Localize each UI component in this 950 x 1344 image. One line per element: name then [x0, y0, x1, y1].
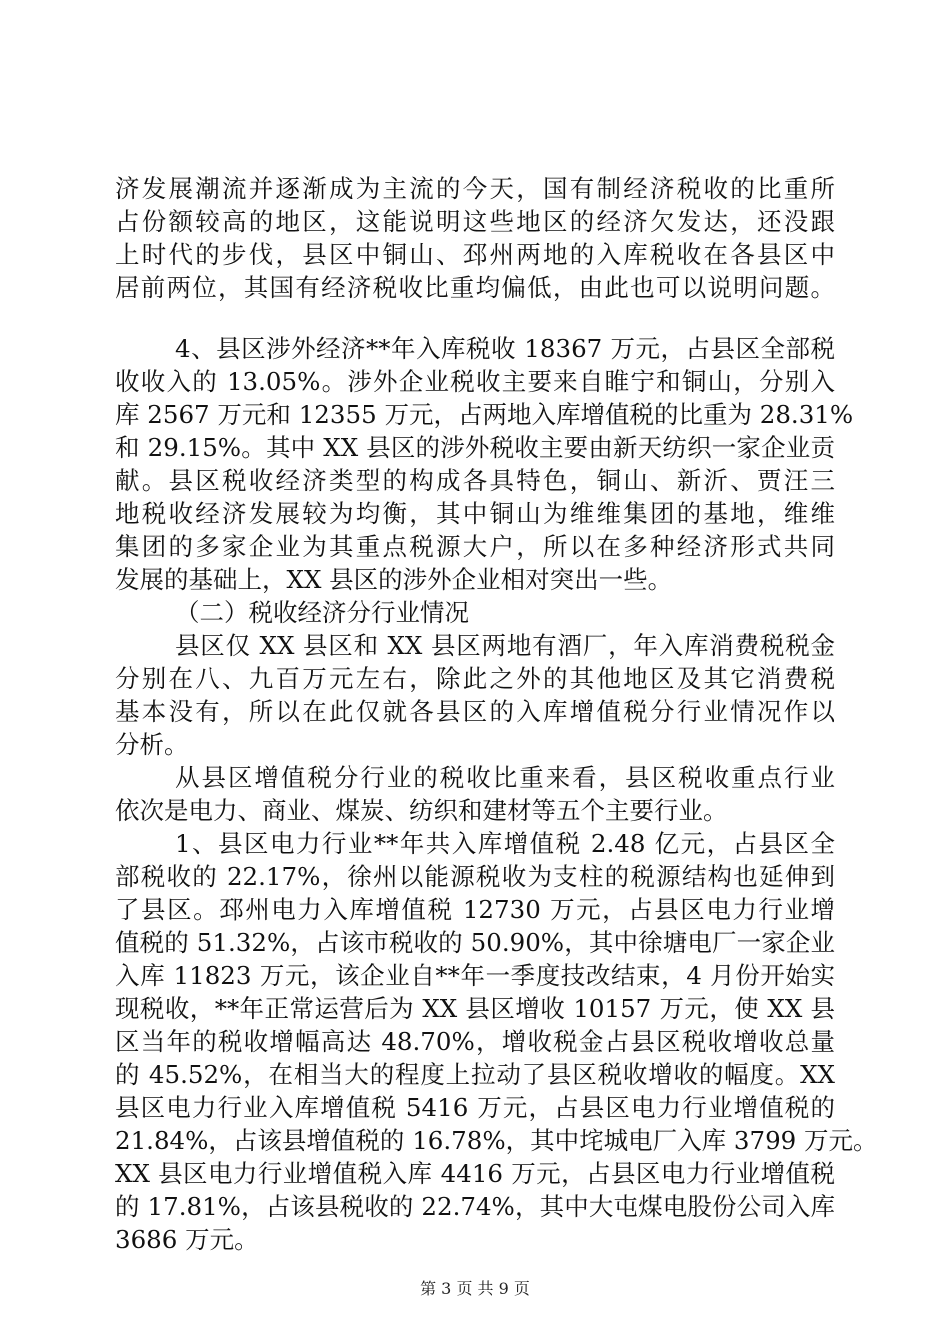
text-line: 现税收，**年正常运营后为 XX 县区增收 10157 万元，使 XX 县: [115, 994, 835, 1023]
text-line: 县区仅 XX 县区和 XX 县区两地有酒厂，年入库消费税税金: [175, 631, 835, 660]
text-line: 的 17.81%，占该县税收的 22.74%，其中大屯煤电股份公司入库: [115, 1192, 835, 1221]
text-line: 济发展潮流并逐渐成为主流的今天，国有制经济税收的比重所: [115, 174, 835, 203]
text-line: 4、县区涉外经济**年入库税收 18367 万元，占县区全部税: [175, 334, 835, 363]
text-line: 21.84%，占该县增值税的 16.78%，其中垞城电厂入库 3799 万元。: [115, 1126, 878, 1155]
text-line: 分别在八、九百万元左右，除此之外的其他地区及其它消费税: [115, 664, 835, 693]
paragraph-liquor: [115, 629, 835, 761]
text-line: XX 县区电力行业增值税入库 4416 万元，占县区电力行业增值税: [115, 1159, 835, 1188]
text-line: 居前两位，其国有经济税收比重均偏低，由此也可以说明问题。: [115, 273, 835, 302]
text-line: 占份额较高的地区，这能说明这些地区的经济欠发达，还没跟: [115, 207, 835, 236]
text-line: 和 29.15%。其中 XX 县区的涉外税收主要由新天纺织一家企业贡: [115, 433, 835, 462]
text-line: 收收入的 13.05%。涉外企业税收主要来自睢宁和铜山，分别入: [115, 367, 835, 396]
text-line: 区当年的税收增幅高达 48.70%，增收税金占县区税收增收总量: [115, 1027, 835, 1056]
text-line: 入库 11823 万元，该企业自**年一季度技改结束，4 月份开始实: [115, 961, 835, 990]
section-heading: （二）税收经济分行业情况: [175, 598, 469, 627]
document-body: [115, 172, 878, 1256]
text-line: 从县区增值税分行业的税收比重来看，县区税收重点行业: [175, 763, 835, 792]
text-line: 上时代的步伐，县区中铜山、邳州两地的入库税收在各县区中: [115, 240, 835, 269]
text-line: 集团的多家企业为其重点税源大户，所以在多种经济形式共同: [115, 532, 835, 561]
text-line: 1、县区电力行业**年共入库增值税 2.48 亿元，占县区全: [175, 829, 835, 858]
text-line: 献。县区税收经济类型的构成各具特色，铜山、新沂、贾汪三: [115, 466, 835, 495]
paragraph-foreign-economy: [115, 332, 854, 596]
page-number: 第 3 页 共 9 页: [420, 1279, 530, 1298]
text-line: 的 45.52%，在相当大的程度上拉动了县区税收增收的幅度。XX: [115, 1060, 835, 1089]
text-line: 了县区。邳州电力入库增值税 12730 万元，占县区电力行业增: [115, 895, 835, 924]
text-line: 分析。: [115, 730, 189, 759]
paragraph-gap: [115, 304, 835, 332]
text-line: 3686 万元。: [115, 1225, 259, 1254]
text-line: 部税收的 22.17%，徐州以能源税收为支柱的税源结构也延伸到: [115, 862, 835, 891]
paragraph-power-industry: [115, 827, 878, 1256]
text-line: 库 2567 万元和 12355 万元，占两地入库增值税的比重为 28.31%: [115, 400, 854, 429]
text-line: 发展的基础上，XX 县区的涉外企业相对突出一些。: [115, 565, 673, 594]
paragraph-key-industries: [115, 761, 835, 827]
text-line: 基本没有，所以在此仅就各县区的入库增值税分行业情况作以: [115, 697, 835, 726]
paragraph-continuation: [115, 172, 835, 304]
text-line: 县区电力行业入库增值税 5416 万元，占县区电力行业增值税的: [115, 1093, 835, 1122]
text-line: 值税的 51.32%，占该市税收的 50.90%，其中徐塘电厂一家企业: [115, 928, 835, 957]
text-line: 依次是电力、商业、煤炭、纺织和建材等五个主要行业。: [115, 796, 728, 825]
text-line: 地税收经济发展较为均衡，其中铜山为维维集团的基地，维维: [115, 499, 835, 528]
